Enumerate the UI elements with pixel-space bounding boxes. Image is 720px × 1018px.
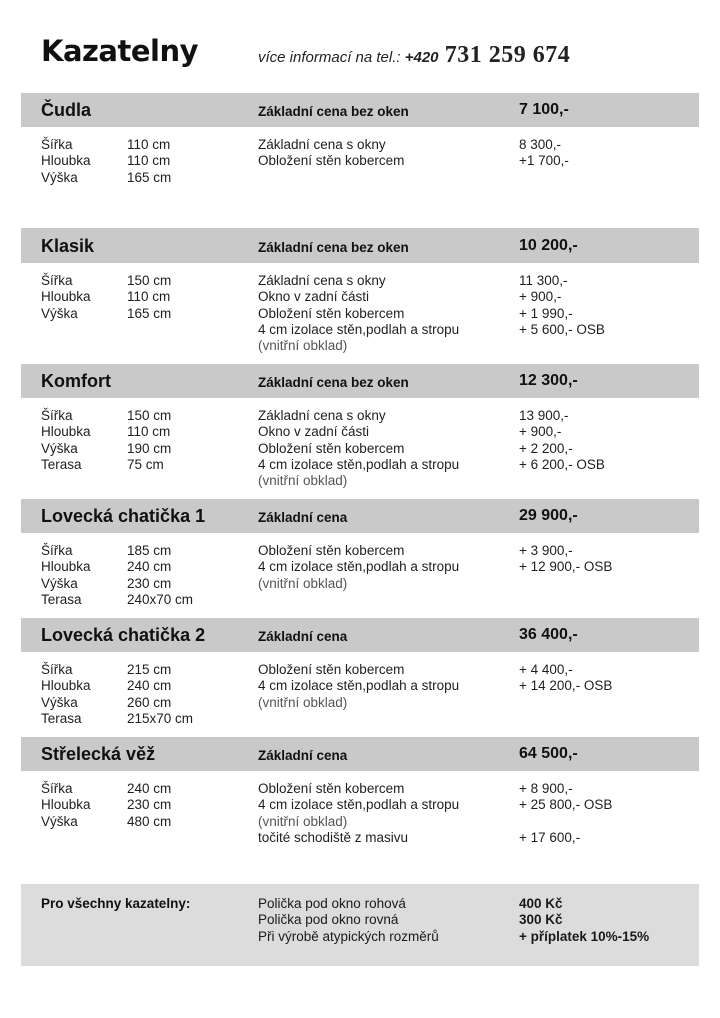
base-price: 7 100,- <box>519 101 569 118</box>
option-price: 13 900,- <box>519 408 569 423</box>
product-header-band <box>21 737 699 771</box>
product-name: Klasik <box>41 236 95 256</box>
dimension-value: 260 cm <box>127 694 172 710</box>
dimension-value: 110 cm <box>127 153 171 169</box>
dimension-values <box>127 781 247 830</box>
option-price: + 5 600,- OSB <box>519 321 605 337</box>
option-text: Obložení stěn kobercem <box>258 543 405 558</box>
option-price: +1 700,- <box>519 153 569 169</box>
footer-item: Polička pod okno rohová <box>258 896 406 911</box>
dimension-values <box>127 662 247 727</box>
option-price <box>519 814 699 830</box>
option-text: Obložení stěn kobercem <box>258 440 405 456</box>
dimension-labels <box>41 543 131 608</box>
option-text: Obložení stěn kobercem <box>258 781 405 796</box>
option-price <box>519 338 699 354</box>
option-price: + 8 900,- <box>519 781 573 796</box>
dimension-value: 480 cm <box>127 813 172 829</box>
dimension-values <box>127 137 247 186</box>
base-price-label: Základní cena bez oken <box>258 375 409 390</box>
phone-number: 731 259 674 <box>444 42 571 68</box>
dimension-label: Hloubka <box>41 797 91 813</box>
page-title: Kazatelny <box>41 34 199 68</box>
option-price: 11 300,- <box>519 273 568 288</box>
dimension-label: Šířka <box>41 273 73 288</box>
option-prices <box>519 781 699 846</box>
option-prices <box>519 543 699 592</box>
base-price: 10 200,- <box>519 237 578 254</box>
dimension-value: 150 cm <box>127 273 172 288</box>
product-name: Střelecká věž <box>41 744 156 764</box>
base-price-label: Základní cena <box>258 629 348 644</box>
option-prices <box>519 137 699 170</box>
option-text: Základní cena s okny <box>258 273 386 288</box>
dimension-value: 240 cm <box>127 678 172 694</box>
footer-price: 400 Kč <box>519 896 563 911</box>
product-header-band <box>21 229 699 263</box>
product-section <box>21 618 699 738</box>
product-name: Čudla <box>41 100 92 120</box>
contact-info <box>258 42 570 69</box>
option-text: 4 cm izolace stěn,podlah a stropu <box>258 456 460 472</box>
option-note: (vnitřní obklad) <box>258 694 348 710</box>
product-section <box>21 229 699 365</box>
dimension-value: 165 cm <box>127 169 172 185</box>
base-price: 12 300,- <box>519 372 578 389</box>
option-prices <box>519 273 699 354</box>
dimension-labels <box>41 781 131 830</box>
dimension-label: Šířka <box>41 137 73 152</box>
dimension-labels <box>41 662 131 727</box>
dimension-label: Hloubka <box>41 678 91 694</box>
product-section <box>21 737 699 857</box>
base-price: 29 900,- <box>519 507 578 524</box>
phone-prefix: +420 <box>404 49 439 66</box>
product-header-band <box>21 364 699 398</box>
dimension-value: 240x70 cm <box>127 591 194 607</box>
dimension-labels <box>41 273 131 322</box>
dimension-label: Terasa <box>41 456 82 472</box>
dimension-label: Terasa <box>41 710 82 726</box>
base-price: 36 400,- <box>519 626 578 643</box>
product-header-band <box>21 93 699 127</box>
dimension-value: 110 cm <box>127 137 171 152</box>
product-section <box>21 364 699 500</box>
dimension-value: 215 cm <box>127 662 172 677</box>
option-text: 4 cm izolace stěn,podlah a stropu <box>258 797 460 813</box>
product-name: Lovecká chatička 1 <box>41 506 206 526</box>
option-text: točité schodiště z masivu <box>258 829 409 845</box>
option-price: + 3 900,- <box>519 543 573 558</box>
product-section <box>21 93 699 229</box>
dimension-label: Šířka <box>41 662 73 677</box>
dimension-label: Hloubka <box>41 153 91 169</box>
option-text: 4 cm izolace stěn,podlah a stropu <box>258 678 460 694</box>
dimension-label: Výška <box>41 440 78 456</box>
option-texts <box>258 543 518 592</box>
option-price: + 1 990,- <box>519 305 573 321</box>
option-price: + 6 200,- OSB <box>519 456 605 472</box>
dimension-label: Terasa <box>41 591 82 607</box>
option-note: (vnitřní obklad) <box>258 473 348 489</box>
option-text: 4 cm izolace stěn,podlah a stropu <box>258 559 460 575</box>
footer-prices <box>519 896 649 945</box>
option-prices <box>519 662 699 711</box>
dimension-value: 215x70 cm <box>127 710 194 726</box>
dimension-label: Hloubka <box>41 559 91 575</box>
dimension-label: Výška <box>41 813 78 829</box>
dimension-value: 110 cm <box>127 424 171 440</box>
contact-label: více informací na tel.: <box>258 49 401 66</box>
option-price: + 12 900,- OSB <box>519 559 613 575</box>
dimension-label: Hloubka <box>41 289 91 305</box>
footer-price: 300 Kč <box>519 912 563 928</box>
option-price: + 25 800,- OSB <box>519 797 613 813</box>
dimension-value: 190 cm <box>127 440 172 456</box>
dimension-value: 165 cm <box>127 305 172 321</box>
option-texts <box>258 137 518 170</box>
dimension-value: 230 cm <box>127 575 172 591</box>
base-price-label: Základní cena <box>258 510 348 525</box>
option-text: Okno v zadní části <box>258 424 370 440</box>
dimension-label: Výška <box>41 694 78 710</box>
dimension-value: 110 cm <box>127 289 171 305</box>
footer-price: + příplatek 10%-15% <box>519 928 650 944</box>
dimension-label: Šířka <box>41 781 73 796</box>
product-header-band <box>21 618 699 652</box>
option-texts <box>258 781 518 846</box>
option-prices <box>519 408 699 489</box>
footer-item: Při výrobě atypických rozměrů <box>258 928 439 944</box>
option-text: 4 cm izolace stěn,podlah a stropu <box>258 321 460 337</box>
dimension-label: Výška <box>41 575 78 591</box>
base-price-label: Základní cena bez oken <box>258 240 409 255</box>
option-price: + 4 400,- <box>519 662 573 677</box>
option-text: Základní cena s okny <box>258 408 386 423</box>
option-price: + 900,- <box>519 289 562 305</box>
option-price: + 900,- <box>519 424 562 440</box>
product-name: Komfort <box>41 371 111 391</box>
option-texts <box>258 273 518 354</box>
dimension-label: Šířka <box>41 408 73 423</box>
dimension-labels <box>41 408 131 473</box>
footer-item: Polička pod okno rovná <box>258 912 399 928</box>
footer-items <box>258 896 439 945</box>
option-price: + 2 200,- <box>519 440 573 456</box>
option-note: (vnitřní obklad) <box>258 575 348 591</box>
dimension-label: Šířka <box>41 543 73 558</box>
option-text: Obložení stěn kobercem <box>258 305 405 321</box>
option-text: Okno v zadní části <box>258 289 370 305</box>
option-price <box>519 576 699 592</box>
option-price: + 17 600,- <box>519 829 581 845</box>
base-price-label: Základní cena <box>258 748 348 763</box>
dimension-labels <box>41 137 131 186</box>
footer-panel <box>21 884 699 966</box>
dimension-values <box>127 543 247 608</box>
base-price: 64 500,- <box>519 745 578 762</box>
option-note: (vnitřní obklad) <box>258 813 348 829</box>
dimension-values <box>127 273 247 322</box>
option-text: Obložení stěn kobercem <box>258 153 405 169</box>
dimension-value: 240 cm <box>127 559 172 575</box>
dimension-label: Výška <box>41 169 78 185</box>
option-text: Obložení stěn kobercem <box>258 662 405 677</box>
dimension-value: 240 cm <box>127 781 172 796</box>
option-price: + 14 200,- OSB <box>519 678 613 694</box>
dimension-value: 230 cm <box>127 797 172 813</box>
option-text: Základní cena s okny <box>258 137 386 152</box>
option-texts <box>258 408 518 489</box>
dimension-value: 185 cm <box>127 543 172 558</box>
option-note: (vnitřní obklad) <box>258 338 348 354</box>
dimension-label: Hloubka <box>41 424 91 440</box>
product-header-band <box>21 499 699 533</box>
base-price-label: Základní cena bez oken <box>258 104 409 119</box>
dimension-values <box>127 408 247 473</box>
product-section <box>21 499 699 619</box>
option-texts <box>258 662 518 711</box>
dimension-value: 75 cm <box>127 456 164 472</box>
option-price <box>519 695 699 711</box>
dimension-label: Výška <box>41 305 78 321</box>
dimension-value: 150 cm <box>127 408 172 423</box>
option-price <box>519 473 699 489</box>
product-name: Lovecká chatička 2 <box>41 625 206 645</box>
option-price: 8 300,- <box>519 137 562 152</box>
footer-label: Pro všechny kazatelny: <box>41 896 191 911</box>
